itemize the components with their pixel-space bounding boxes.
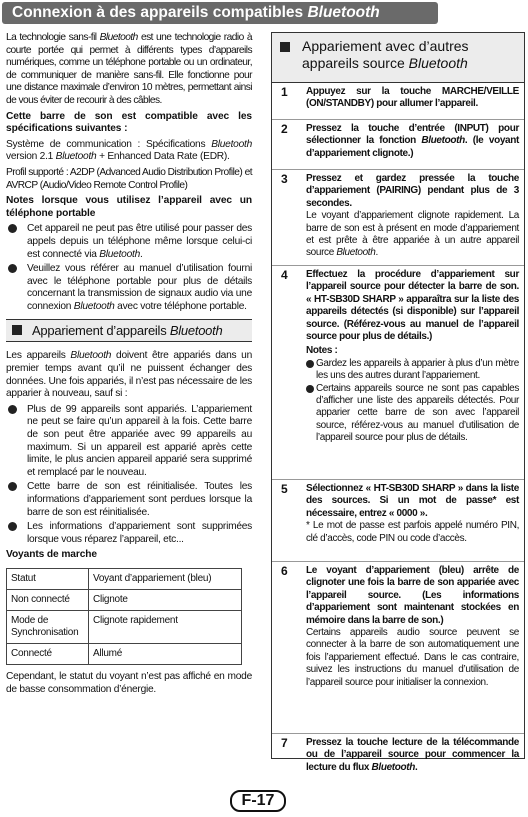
specs-text: Système de communication : Spécifications Bluetooth version 2.1 Bluetooth + Enhanced Data Rate (EDR). (6, 138, 252, 163)
specs-heading: Cette barre de son est compatible avec les spécifications suivantes : (6, 110, 252, 135)
pairing-section-heading: Appariement d’appareils Bluetooth (6, 319, 252, 342)
lights-heading: Voyants de marche (6, 549, 97, 561)
table-row: Statut Voyant d’appariement (bleu) (7, 568, 242, 589)
step-4: 4 Effectuez la procédure d’appariement sur l’appareil source pour détecter la barre de son. « HT-SB30D SHARP » apparaîtra sur la liste des appareils détectés (si disponible) sur l’appareil source. (Référez-vous au manuel de l’appareil source pour plus de détails.) Notes : Gardez les appareils à apparier à plus d’un mètre les uns des autres durant l’appariement. Certains appareils source ne sont pas capables d’afficher une liste des appareils détectés. Pour apparier cette barre de son avec l’appareil source, référez-vous au manuel d’utilisation de l’appareil source pour plus de détails. (272, 266, 524, 480)
step-7: 7 Pressez la touche lecture de la télécommande ou de l’appareil source pour commencer la lecture du flux Bluetooth. (281, 736, 519, 773)
bullet-icon (8, 405, 17, 414)
list-item: Veuillez vous référer au manuel d’utilisation fourni avec le téléphone portable pour plus de détails concernant la transmission de signaux audio via une connexion Bluetooth avec votre téléphone portable. (6, 263, 252, 313)
step-1: 1 Appuyez sur la touche MARCHE/VEILLE (ON/STANDBY) pour allumer l’appareil. (272, 83, 524, 120)
page-banner-title: Connexion à des appareils compatibles Bluetooth (2, 2, 438, 24)
list-item: Les informations d’appariement sont supprimées lorsque vous réparez l’appareil, etc... (6, 521, 252, 546)
list-item: Cette barre de son est réinitialisée. Toutes les informations d’appariement sont perdues lorsque la barre de son est réinitialisée. (6, 481, 252, 519)
pairing-conditions-list (6, 404, 252, 547)
bullet-icon (306, 360, 314, 368)
step-2: 2 Pressez la touche d’entrée (INPUT) pour sélectionner la fonction Bluetooth. (le voyant d’appariement clignote.) (272, 120, 524, 170)
bullet-icon (306, 385, 314, 393)
list-item: Cet appareil ne peut pas être utilisé pour passer des appels depuis un téléphone même lorsque celui-ci est connecté via Bluetooth. (6, 223, 252, 261)
table-row: Mode de Synchronisation Clignote rapidement (7, 610, 242, 643)
list-item: Certains appareils source ne sont pas capables d’afficher une liste des appareils détectés. Pour apparier cette barre de son avec l’appareil source, référez-vous au manuel d’utilisation de l’appareil source pour plus de détails. (306, 383, 519, 445)
step-5: 5 Sélectionnez « HT-SB30D SHARP » dans la liste des sources. Si un mot de passe* est nécessaire, entrez « 0000 ». * Le mot de passe est parfois appelé numéro PIN, clé d’accès, code PIN ou code d’accès. (272, 480, 524, 562)
square-bullet-icon (12, 325, 22, 335)
pairing-intro: Les appareils Bluetooth doivent être appariés dans un premier temps avant qu’il ne puissent échanger des données. Une fois appariés, il n’est pas nécessaire de les apparier à nouveau, sauf si : (6, 350, 252, 400)
steps-heading: Appariement avec d’autres appareils source Bluetooth (272, 33, 524, 83)
profiles-text: Profil supporté : A2DP (Advanced Audio Distribution Profile) et AVRCP (Audio/Video Remote Control Profile) (6, 166, 252, 191)
status-lights-table (6, 568, 242, 665)
page-number: F-17 (230, 790, 286, 812)
square-bullet-icon (280, 42, 290, 52)
table-row: Connecté Allumé (7, 643, 242, 664)
bullet-icon (8, 224, 17, 233)
footer-note: Cependant, le statut du voyant n’est pas affiché en mode de basse consommation d’énergie. (6, 670, 252, 695)
bullet-icon (8, 482, 17, 491)
left-column (6, 32, 252, 699)
step-3: 3 Pressez et gardez pressée la touche d’appariement (PAIRING) pendant plus de 3 secondes. Le voyant d’appariement clignote rapidement. La barre de son est à présent en mode d’appariement et est prête à être appariée à un autre appareil source Bluetooth. (272, 170, 524, 266)
bullet-icon (8, 264, 17, 273)
step-6: 6 Le voyant d’appariement (bleu) arrête de clignoter une fois la barre de son appariée avec l’appareil source. (Les informations d’appariement sont maintenant stockées en mémoire dans la barre de son.) Certains appareils audio source peuvent se connecter à la barre de son automatiquement une fois l’appariement effectué. Dans le cas contraire, suivez les instructions du manuel d’utilisation de l’appareil source pour initialiser la connexion. (272, 562, 524, 734)
pairing-steps-box (271, 32, 525, 773)
phone-notes-list (6, 223, 252, 313)
bullet-icon (8, 522, 17, 531)
intro-paragraph: La technologie sans-fil Bluetooth est une technologie radio à courte portée qui permet à différents types d’appareils numériques, comme un téléphone portable ou un ordinateur, de communiquer de manière sans-fil. Elle fonctionne pour une distance maximale d’environ 10 mètres, permettant ainsi de vous éviter de recourir à des câbles. (6, 32, 252, 106)
table-row: Non connecté Clignote (7, 589, 242, 610)
list-item: Gardez les appareils à apparier à plus d’un mètre les uns des autres durant l’appariement. (306, 358, 519, 383)
list-item: Plus de 99 appareils sont appariés. L’appariement ne peut se faire qu’un appareil à la fois. Cette barre de son peut être appariée avec 99 appareils au maximum. Si un appareil est apparié après cette limite, le plus ancien appareil apparié sera supprimé et remplacé par le nouveau. (6, 404, 252, 480)
phone-notes-heading: Notes lorsque vous utilisez l’appareil avec un téléphone portable (6, 195, 252, 219)
